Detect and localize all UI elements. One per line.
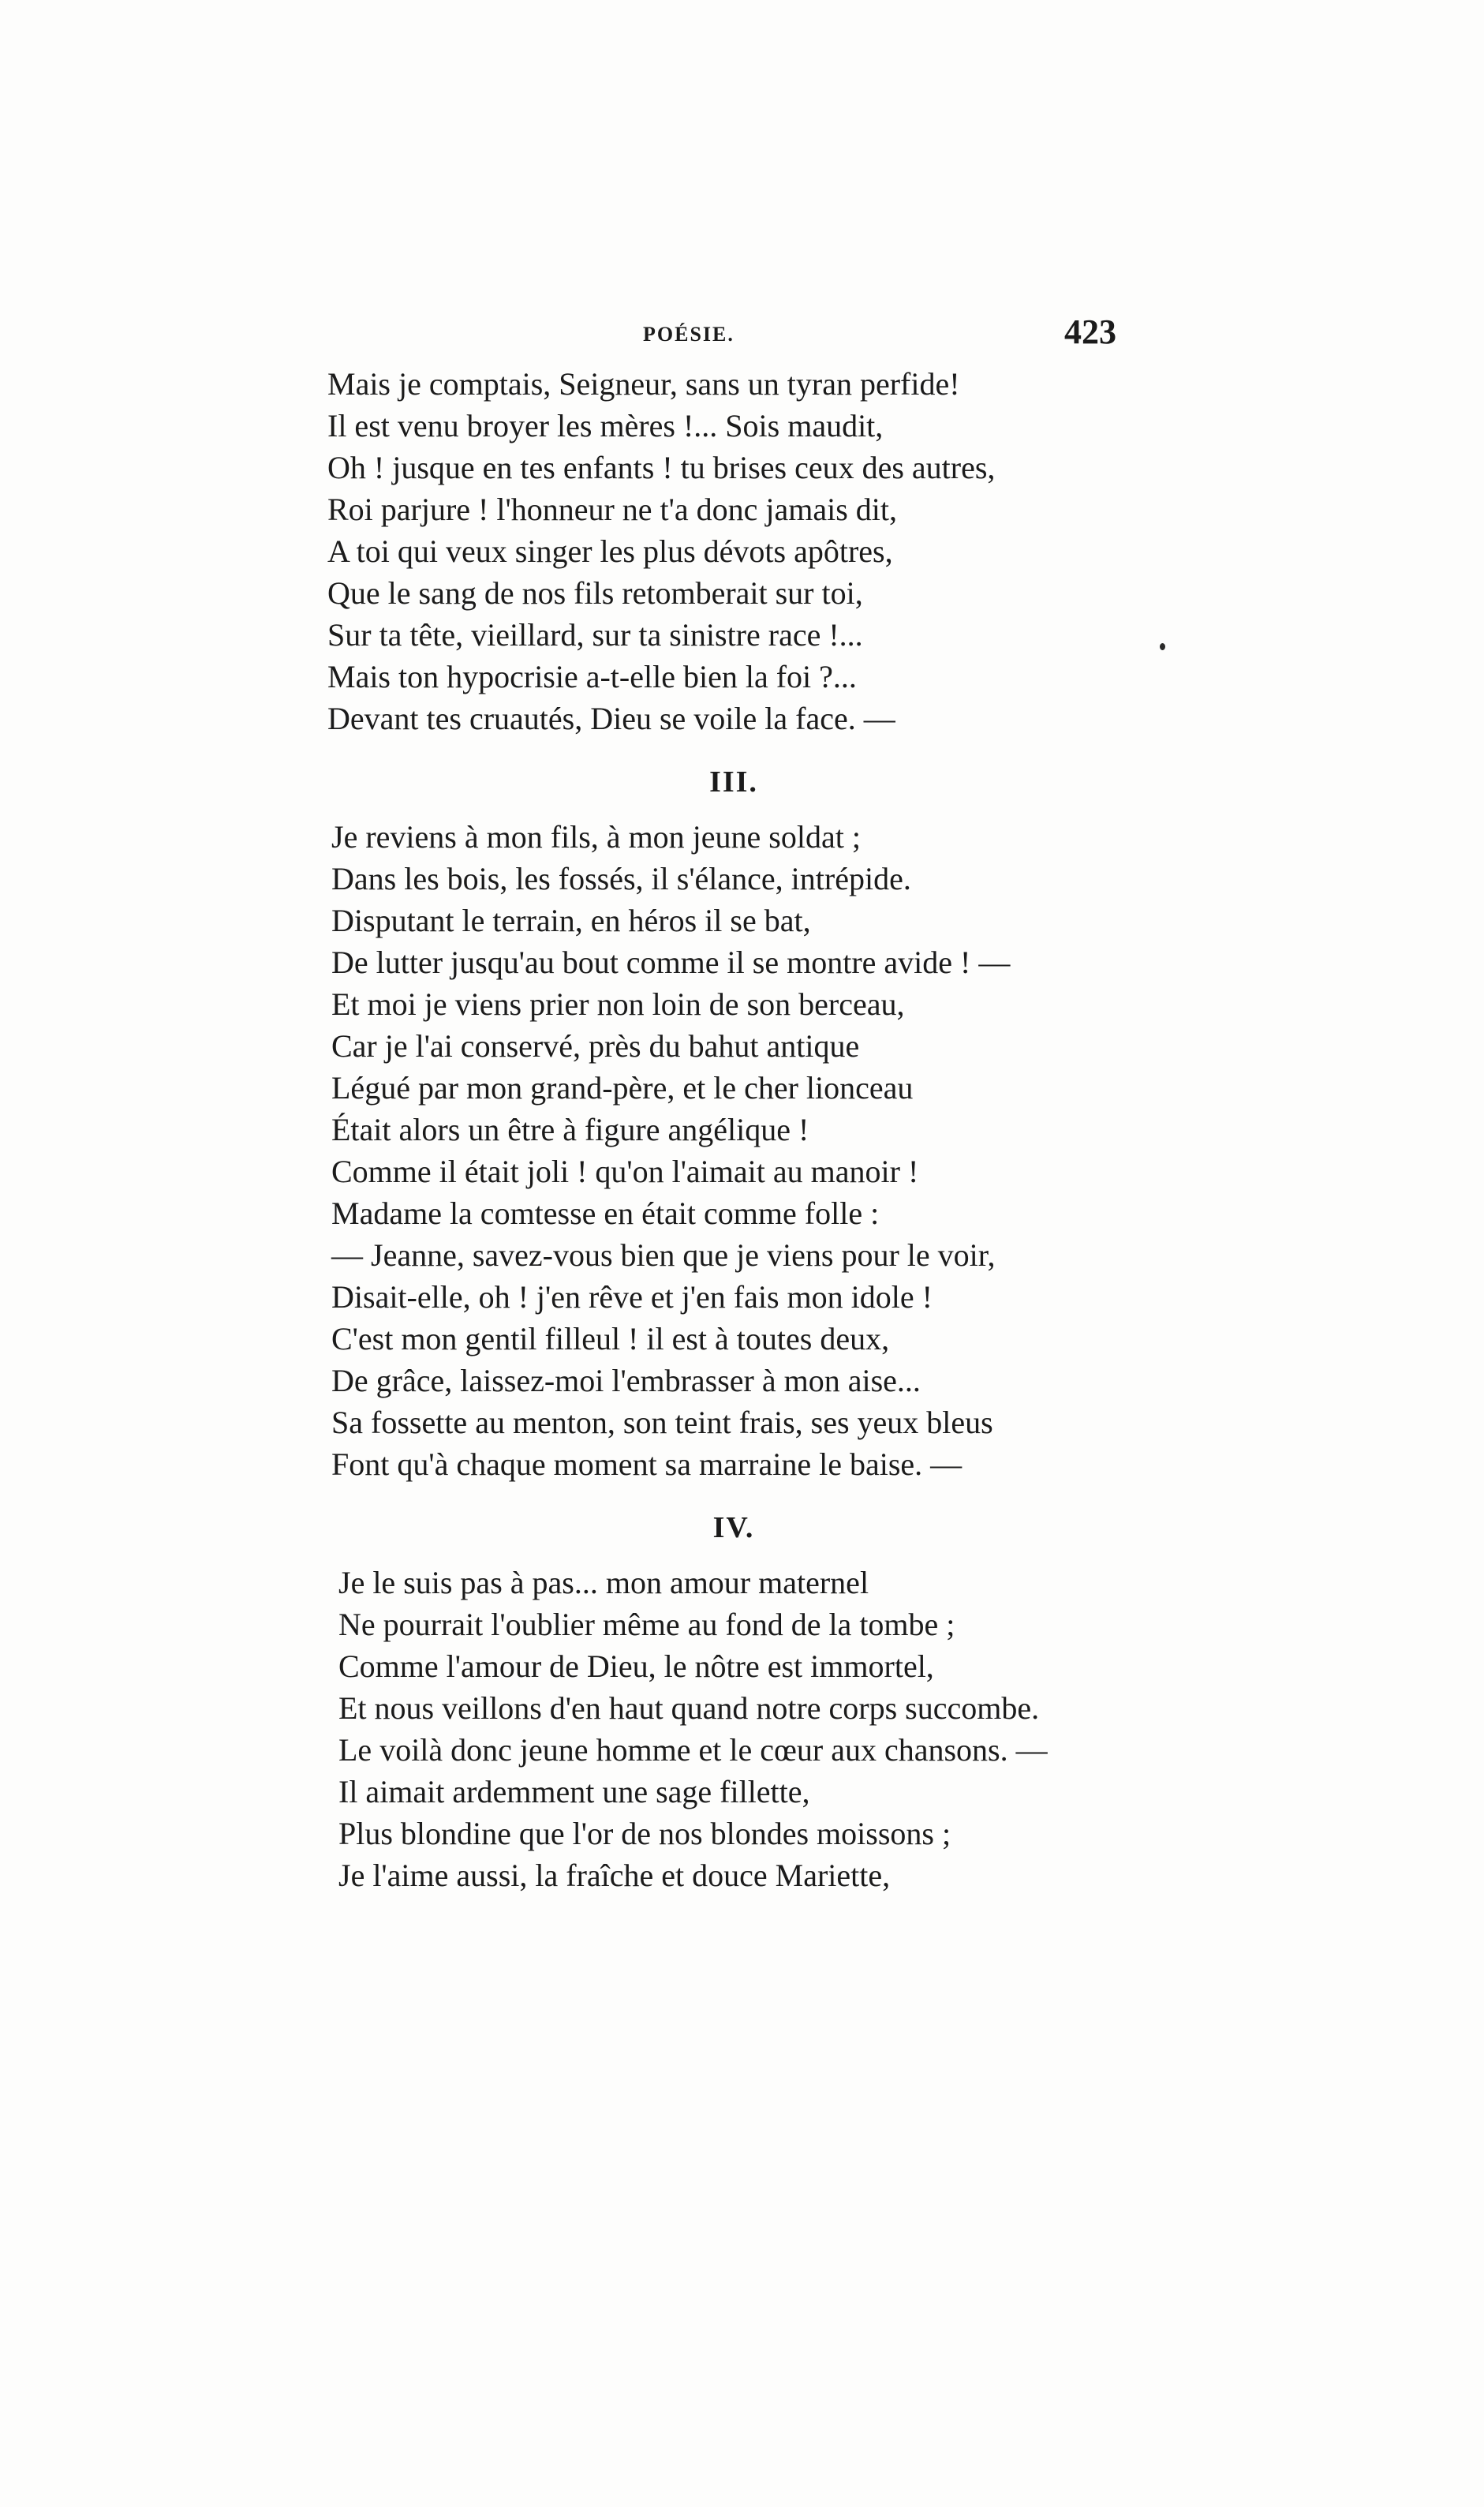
verse-line: A toi qui veux singer les plus dévots apôtres, (327, 533, 893, 569)
verse-line: Comme il était joli ! qu'on l'aimait au manoir ! (331, 1154, 919, 1189)
verse-line: Sa fossette au menton, son teint frais, ses yeux bleus (331, 1405, 993, 1440)
verse-line: Je le suis pas à pas... mon amour maternel (338, 1565, 869, 1600)
verse-line: Dans les bois, les fossés, il s'élance, intrépide. (331, 861, 911, 896)
verse-line: Et moi je viens prier non loin de son berceau, (331, 986, 905, 1022)
page-number: 423 (1064, 312, 1116, 351)
verse-line: Était alors un être à figure angélique ! (331, 1112, 809, 1147)
verse-line: — Jeanne, savez-vous bien que je viens pour le voir, (331, 1237, 996, 1273)
verse-line: Le voilà donc jeune homme et le cœur aux chansons. — (338, 1732, 1048, 1768)
verse-line: Devant tes cruautés, Dieu se voile la face. — (327, 701, 895, 736)
verse-line: Sur ta tête, vieillard, sur ta sinistre race !... (327, 617, 863, 653)
verse-line: Roi parjure ! l'honneur ne t'a donc jamais dit, (327, 492, 897, 527)
verse-line: Car je l'ai conservé, près du bahut antique (331, 1028, 860, 1064)
verse-line: Ne pourrait l'oublier même au fond de la tombe ; (338, 1607, 955, 1642)
verse-line: De grâce, laissez-moi l'embrasser à mon aise... (331, 1363, 921, 1398)
running-head (327, 312, 1116, 359)
stanza-iii (327, 816, 1116, 1485)
verse-line: Mais ton hypocrisie a-t-elle bien la foi ?... (327, 659, 857, 694)
section-heading-iv: IV. (712, 1511, 755, 1544)
verse-line: Plus blondine que l'or de nos blondes moissons ; (338, 1816, 951, 1851)
ink-speck (1160, 643, 1165, 650)
stanza-ii-continued (327, 363, 1116, 739)
poem-body (327, 363, 1116, 1896)
verse-line: Légué par mon grand-père, et le cher lionceau (331, 1070, 914, 1106)
verse-line: Mais je comptais, Seigneur, sans un tyran perfide! (327, 366, 960, 402)
verse-line: Il aimait ardemment une sage fillette, (338, 1774, 810, 1809)
verse-line: Je l'aime aussi, la fraîche et douce Mariette, (338, 1858, 891, 1893)
section-heading-iii: III. (709, 765, 758, 799)
verse-line: C'est mon gentil filleul ! il est à toutes deux, (331, 1321, 890, 1356)
verse-line: Madame la comtesse en était comme folle : (331, 1196, 880, 1231)
verse-line: Disait-elle, oh ! j'en rêve et j'en fais mon idole ! (331, 1279, 933, 1315)
verse-line: Oh ! jusque en tes enfants ! tu brises ceux des autres, (327, 450, 996, 485)
verse-line: Comme l'amour de Dieu, le nôtre est immortel, (338, 1648, 934, 1684)
stanza-iv (327, 1562, 1116, 1896)
verse-line: Et nous veillons d'en haut quand notre corps succombe. (338, 1690, 1040, 1726)
verse-line: Disputant le terrain, en héros il se bat, (331, 903, 811, 938)
verse-line: Il est venu broyer les mères !... Sois maudit, (327, 408, 884, 443)
running-title: POÉSIE. (643, 323, 735, 346)
verse-line: Que le sang de nos fils retomberait sur toi, (327, 575, 863, 611)
verse-line: Je reviens à mon fils, à mon jeune soldat ; (331, 819, 861, 855)
verse-line: De lutter jusqu'au bout comme il se montre avide ! — (331, 945, 1011, 980)
verse-line: Font qu'à chaque moment sa marraine le baise. — (331, 1446, 963, 1482)
